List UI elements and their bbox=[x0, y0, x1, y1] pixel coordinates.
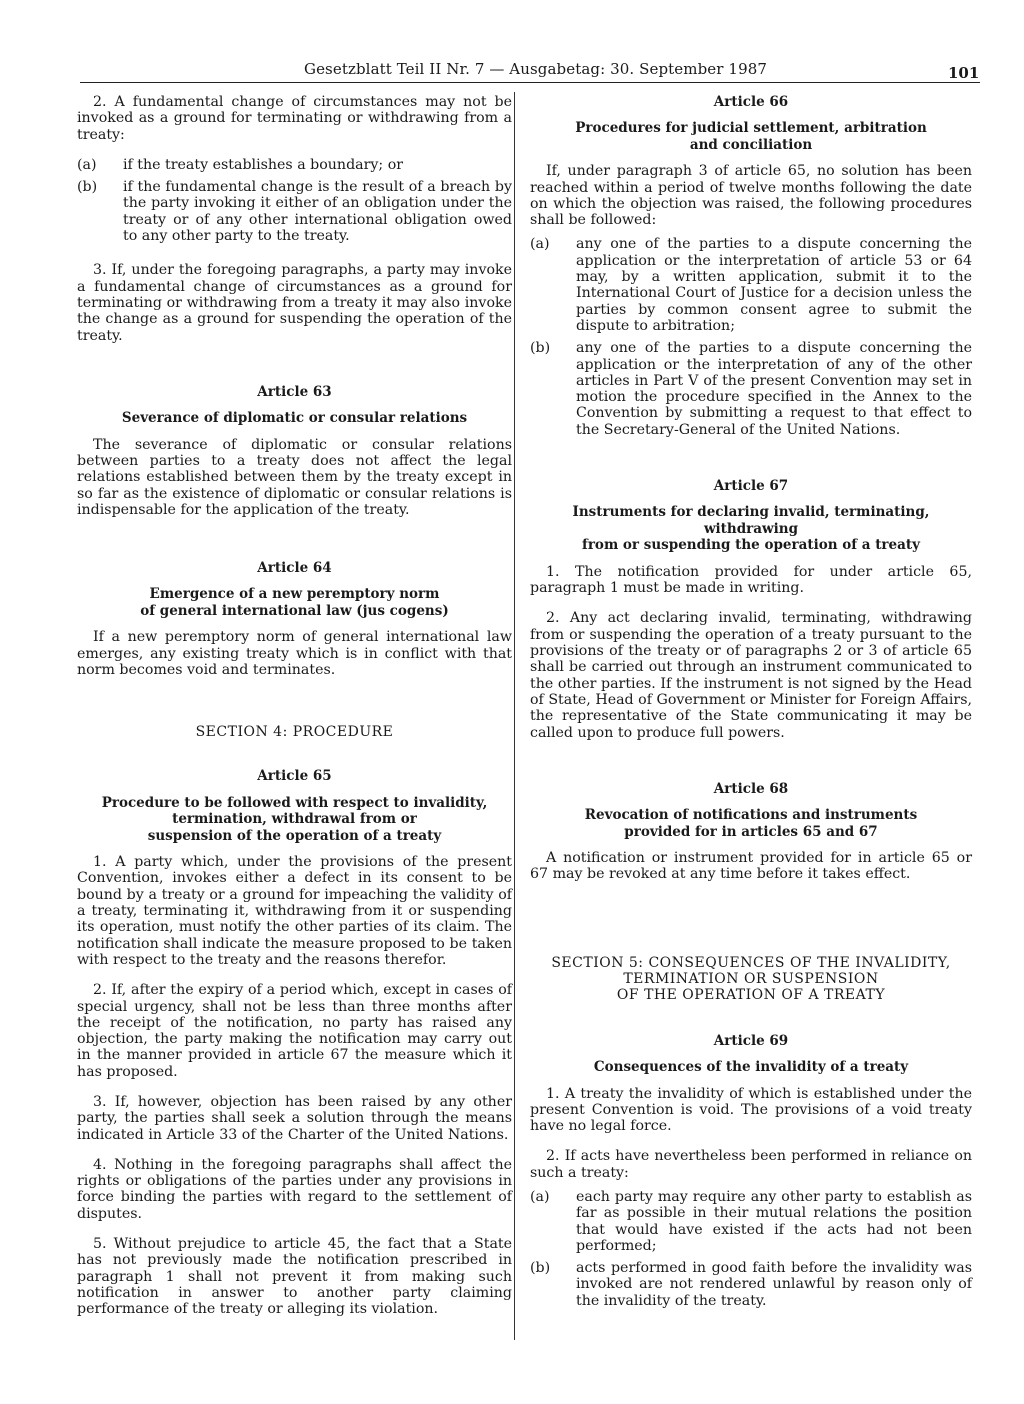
article-65-paragraph: 4. Nothing in the foregoing paragraphs shall affect the rights or obligations of the parties under any provisions in force binding the parties with regard to the settlement of disputes. bbox=[77, 1156, 512, 1222]
article-63-text: The severance of diplomatic or consular relations between parties to a treaty does not affect the legal relations established between them by the treaty except in so far as the existence of diplomatic or consular relations is indispensable for the application of the treaty. bbox=[77, 436, 512, 518]
list-item bbox=[530, 1260, 972, 1309]
section-4-heading: SECTION 4: PROCEDURE bbox=[195, 724, 394, 741]
article-68-title: Revocation of notifications and instruments provided for in articles 65 and 67 bbox=[584, 807, 918, 840]
article-63-title: Severance of diplomatic or consular relations bbox=[121, 410, 468, 427]
article-66-number: Article 66 bbox=[713, 94, 789, 110]
article-67-title: Instruments for declaring invalid, terminating, withdrawing from or suspending the operation of a treaty bbox=[572, 504, 930, 554]
art62-paragraph-2: 2. A fundamental change of circumstances may not be invoked as a ground for terminating or withdrawing from a treaty: bbox=[77, 94, 512, 143]
art62-paragraph-3: 3. If, under the foregoing paragraphs, a party may invoke a fundamental change of circumstances as a ground for terminating or withdrawing from a treaty it may also invoke the change as a ground for suspending the operation of the treaty. bbox=[77, 262, 512, 344]
article-65-paragraph: 1. A party which, under the provisions of the present Convention, invokes either a defect in its consent to be bound by a treaty or a ground for impeaching the validity of a treaty, terminating it, withdrawing from it or suspending its operation, must notify the other parties of its claim. The notification shall indicate the measure proposed to be taken with respect to the treaty and the reasons therefor. bbox=[77, 854, 512, 968]
article-64-title: Emergence of a new peremptory norm of general international law (jus cogens) bbox=[140, 586, 449, 619]
article-69-paragraph-1: 1. A treaty the invalidity of which is established under the present Convention is void. The provisions of a void treaty have no legal force. bbox=[530, 1085, 972, 1135]
article-66-intro: If, under paragraph 3 of article 65, no solution has been reached within a period of twelve months following the date on which the objection was raised, the following procedures shall be followed: bbox=[530, 163, 972, 229]
article-65-paragraph: 2. If, after the expiry of a period which, except in cases of special urgency, shall not be less than three months after the receipt of the notification, no party has raised any objection, the party making the notification may carry out in the manner provided in article 67 the measure which it has proposed. bbox=[77, 982, 512, 1080]
item-text: if the treaty establishes a boundary; or bbox=[123, 156, 404, 173]
header-rule bbox=[80, 82, 980, 83]
item-text: acts performed in good faith before the invalidity was invoked are not rendered unlawful by reason only of the invalidity of the treaty. bbox=[576, 1260, 972, 1309]
article-66-title: Procedures for judicial settlement, arbitration and conciliation bbox=[575, 120, 927, 153]
list-item bbox=[530, 340, 972, 438]
article-68-text: A notification or instrument provided for in article 65 or 67 may be revoked at any time before it takes effect. bbox=[530, 850, 972, 883]
article-65-number: Article 65 bbox=[257, 768, 332, 785]
article-69-paragraph-2: 2. If acts have nevertheless been performed in reliance on such a treaty: bbox=[530, 1148, 972, 1181]
item-text: each party may require any other party to establish as far as possible in their mutual relations the position that would have existed if the acts had not been performed; bbox=[576, 1188, 972, 1254]
article-67-paragraph: 1. The notification provided for under article 65, paragraph 1 must be made in writing. bbox=[530, 563, 972, 597]
article-65-title: Procedure to be followed with respect to invalidity, termination, withdrawal from or suspension of the operation of a treaty bbox=[101, 794, 488, 844]
article-69-title: Consequences of the invalidity of a treaty bbox=[593, 1059, 909, 1075]
page-header bbox=[0, 0, 1024, 90]
article-64-number: Article 64 bbox=[257, 560, 332, 577]
list-item bbox=[530, 1189, 972, 1254]
gazette-title: Gesetzblatt Teil II Nr. 7 — Ausgabetag: 30. September 1987 bbox=[304, 60, 767, 78]
article-69-number: Article 69 bbox=[713, 1032, 789, 1049]
item-label: (a) bbox=[530, 1188, 550, 1205]
article-65-paragraph: 5. Without prejudice to article 45, the fact that a State has not previously made the notification prescribed in paragraph 1 shall not prevent it from making such notification in answer to another party claiming performance of the treaty or alleging its violation. bbox=[77, 1236, 512, 1318]
item-label: (a) bbox=[77, 156, 97, 173]
article-67-paragraph: 2. Any act declaring invalid, terminating, withdrawing from or suspending the operation of a treaty pursuant to the provisions of the treaty or of paragraphs 2 or 3 of article 65 shall be carried out through an instrument communicated to the other parties. If the instrument is not signed by the Head of State, Head of Government or Minister for Foreign Affairs, the representative of the State communicating it may be called upon to produce full powers. bbox=[530, 610, 972, 741]
article-65-paragraph: 3. If, however, objection has been raised by any other party, the parties shall seek a solution through the means indicated in Article 33 of the Charter of the United Nations. bbox=[77, 1093, 512, 1143]
right-column bbox=[530, 94, 972, 1315]
column-divider bbox=[514, 92, 515, 1340]
left-column bbox=[77, 94, 512, 1332]
list-item bbox=[530, 236, 972, 334]
item-label: (b) bbox=[77, 179, 98, 196]
item-label: (b) bbox=[530, 340, 551, 357]
section-5-heading: SECTION 5: CONSEQUENCES OF THE INVALIDITY, TERMINATION OR SUSPENSION OF THE OPERATION OF A TREATY bbox=[551, 954, 951, 1003]
item-text: any one of the parties to a dispute concerning the application or the interpretation of article 53 or 64 may, by a written application, submit it to the International Court of Justice for a decision unless the parties by common consent agree to submit the dispute to arbitration; bbox=[576, 236, 972, 334]
article-67-number: Article 67 bbox=[713, 478, 789, 495]
item-label: (b) bbox=[530, 1260, 551, 1277]
article-64-text: If a new peremptory norm of general international law emerges, any existing treaty which is in conflict with that norm becomes void and terminates. bbox=[77, 629, 512, 679]
article-63-number: Article 63 bbox=[257, 383, 332, 400]
page-number: 101 bbox=[948, 64, 980, 82]
article-68-number: Article 68 bbox=[713, 780, 789, 797]
list-item bbox=[77, 179, 512, 244]
item-text: any one of the parties to a dispute concerning the application or the interpretation of any of the other articles in Part V of the present Convention may set in motion the procedure specified in the Annex to the Convention by submitting a request to that effect to the Secretary-General of the United Nations. bbox=[576, 340, 972, 438]
item-text: if the fundamental change is the result of a breach by the party invoking it either of an obligation under the treaty or of any other international obligation owed to any other party to the treaty. bbox=[123, 179, 512, 245]
list-item bbox=[77, 157, 512, 173]
item-label: (a) bbox=[530, 236, 550, 253]
